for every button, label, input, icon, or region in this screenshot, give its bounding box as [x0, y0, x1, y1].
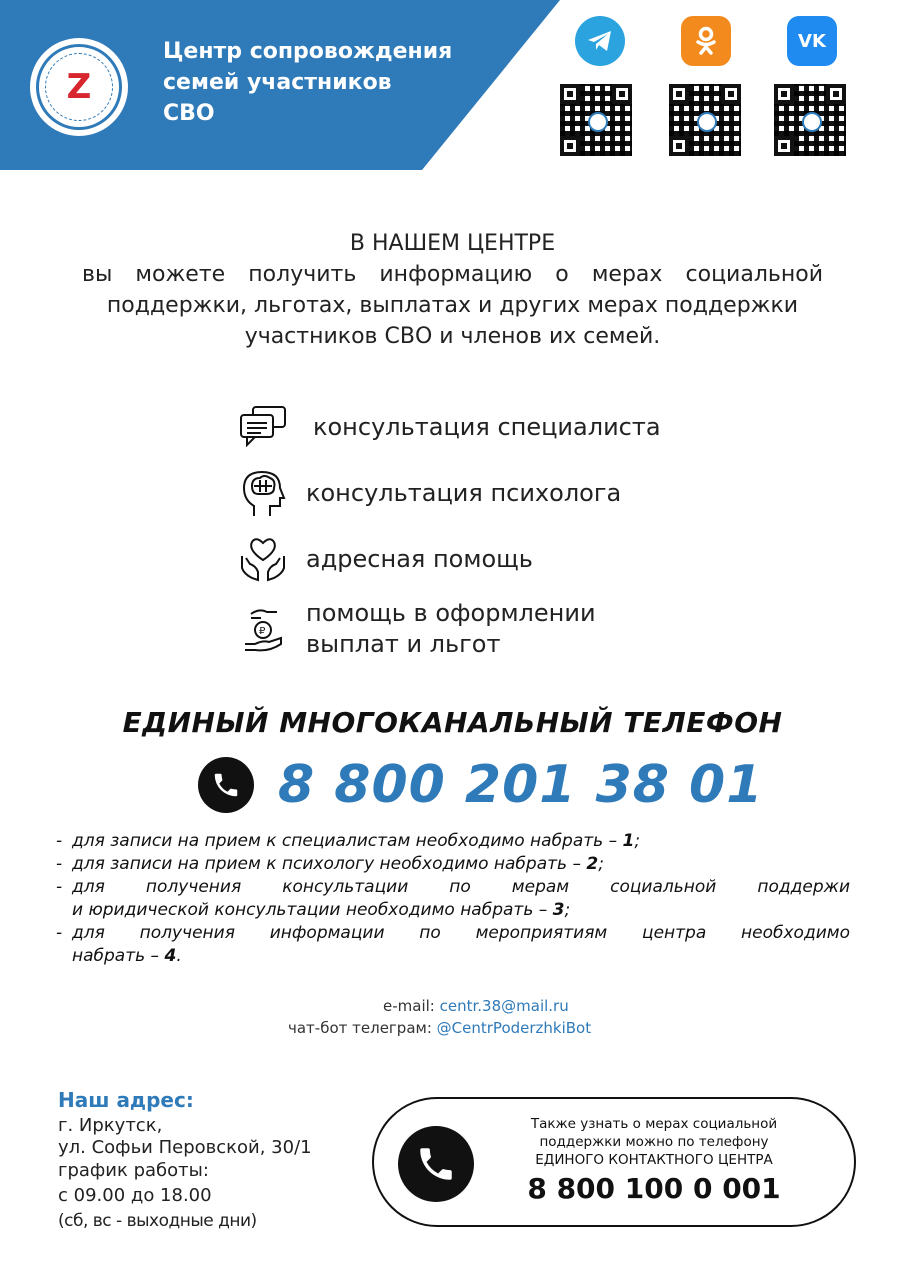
telegram-icon[interactable] [575, 16, 625, 66]
service-label: консультация специалиста [313, 412, 661, 441]
schedule-label: график работы: [58, 1160, 209, 1181]
header-title: Центр сопровождения семей участников СВО [163, 39, 453, 126]
qr-code-telegram[interactable] [556, 80, 636, 160]
dial-option: - для получения консультации по мерам социальной поддержи [56, 877, 850, 897]
intro-line-4: участников СВО и членов их семей. [244, 324, 661, 349]
vk-icon-text: VK [798, 30, 826, 52]
phone-icon [198, 757, 254, 813]
dial-option-continued: и юридической консультации необходимо набрать – 3; [72, 900, 571, 920]
qr-code-odnoklassniki[interactable] [665, 80, 745, 160]
phone-icon [398, 1126, 474, 1202]
address-city: г. Иркутск, [58, 1115, 163, 1136]
odnoklassniki-icon[interactable] [681, 16, 731, 66]
chat-bubbles-icon [238, 402, 288, 452]
address-street: ул. Софьи Перовской, 30/1 [58, 1137, 312, 1158]
service-label: консультация психолога [306, 478, 622, 507]
dial-option: - для получения информации по мероприятиям центра необходимо [56, 923, 850, 943]
center-logo [30, 38, 128, 136]
email-link[interactable]: centr.38@mail.ru [439, 997, 569, 1015]
telegram-bot-label: чат-бот телеграм: [288, 1019, 432, 1037]
dial-option-continued: набрать – 4. [72, 946, 182, 966]
hands-heart-icon [238, 534, 288, 584]
service-label: помощь в оформлении выплат и льгот [306, 599, 596, 658]
head-brain-icon [238, 468, 288, 518]
telegram-bot-link[interactable]: @CentrPoderzhkiBot [436, 1019, 592, 1037]
dial-option: - для записи на прием к специалистам необходимо набрать – 1; [56, 831, 641, 851]
email-line [383, 997, 569, 1015]
intro-line-3: поддержки, льготах, выплатах и других мерах поддержки [106, 293, 799, 318]
svg-text:₽: ₽ [259, 626, 266, 637]
qr-code-vk[interactable] [770, 80, 850, 160]
email-label: e-mail: [383, 997, 435, 1015]
service-item [238, 534, 533, 584]
contact-center-number[interactable]: 8 800 100 0 001 [527, 1172, 781, 1205]
telegram-bot-line [288, 1019, 591, 1037]
service-item [238, 468, 621, 518]
contact-center-line-2: поддержки можно по телефону [539, 1134, 769, 1150]
intro-line-2: вы можете получить информацию о мерах социальной [82, 262, 823, 287]
service-label: адресная помощь [306, 544, 533, 573]
intro-heading: В НАШЕМ ЦЕНТРЕ [349, 231, 556, 256]
contact-center-line-3: ЕДИНОГО КОНТАКТНОГО ЦЕНТРА [535, 1152, 773, 1168]
logo-letter: Z [66, 67, 92, 107]
contact-center-text [505, 1115, 803, 1169]
service-item [238, 402, 661, 452]
service-item [238, 598, 596, 660]
address-heading: Наш адрес: [58, 1088, 194, 1112]
main-phone-number[interactable]: 8 800 201 38 01 [278, 755, 764, 815]
hand-coin-icon [238, 604, 288, 654]
contact-center-line-1: Также узнать о мерах социальной [530, 1116, 778, 1132]
days-off: (сб, вс - выходные дни) [58, 1211, 257, 1231]
dial-options [56, 830, 850, 968]
schedule-hours: с 09.00 до 18.00 [58, 1185, 212, 1206]
dial-option: - для записи на прием к психологу необходимо набрать – 2; [56, 854, 604, 874]
intro-text [60, 228, 845, 352]
phone-section-title: ЕДИНЫЙ МНОГОКАНАЛЬНЫЙ ТЕЛЕФОН [122, 706, 783, 739]
main-phone [198, 755, 763, 815]
vk-icon[interactable] [787, 16, 837, 66]
